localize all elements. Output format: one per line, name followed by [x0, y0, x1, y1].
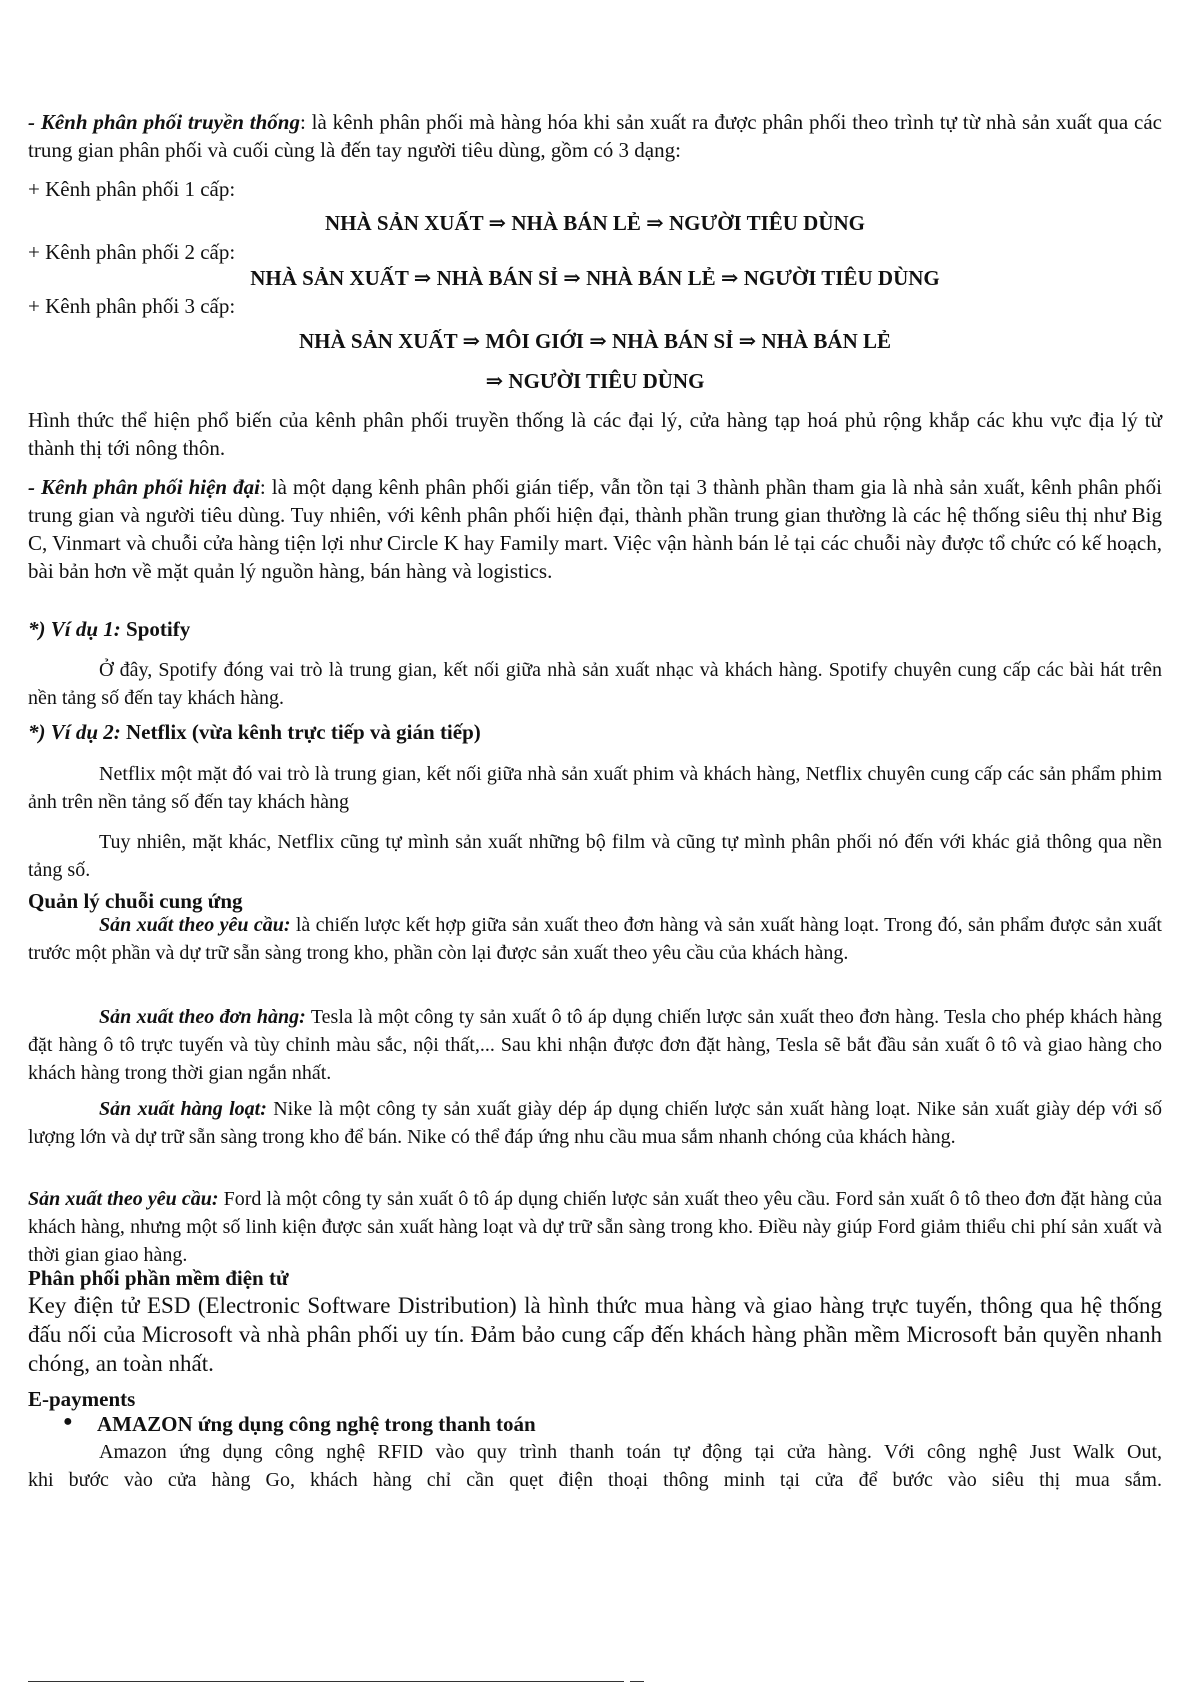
level3-label: + Kênh phân phối 3 cấp:	[28, 294, 236, 318]
chain-level3-line2: ⇒ NGƯỜI TIÊU DÙNG	[485, 369, 705, 393]
chain-level1: NHÀ SẢN XUẤT ⇒ NHÀ BÁN LẺ ⇒ NGƯỜI TIÊU DÙNG	[324, 211, 866, 235]
supply-chain-p3-text: Nike là một công ty sản xuất giày dép áp dụng chiến lược sản xuất hàng loạt. Nike sản xuất giày dép với số lượng lớn và dự trữ sẵn sàng trong kho để bán. Nike có thể đáp ứng nhu cầu mua sắm nhanh chóng của khách hàng.	[28, 1098, 1162, 1148]
supply-chain-p2-text: Tesla là một công ty sản xuất ô tô áp dụng chiến lược sản xuất theo đơn hàng. Tesla cho phép khách hàng đặt hàng ô tô trực tuyến và tùy chỉnh màu sắc, nội thất,... Sau khi nhận được đơn đặt hàng, Tesla sẽ bắt đầu sản xuất ô tô và giao hàng cho khách hàng trong thời gian ngắn nhất.	[28, 1006, 1163, 1084]
epayments-heading: E-payments	[28, 1387, 136, 1411]
supply-chain-p4	[28, 1185, 1162, 1269]
supply-chain-p2	[28, 1003, 1162, 1087]
chain-level2: NHÀ SẢN XUẤT ⇒ NHÀ BÁN SỈ ⇒ NHÀ BÁN LẺ ⇒ NGƯỜI TIÊU DÙNG	[250, 266, 940, 290]
supply-chain-p3-label: Sản xuất hàng loạt:	[99, 1098, 267, 1120]
example2-text2: Tuy nhiên, mặt khác, Netflix cũng tự mình sản xuất những bộ film và cũng tự mình phân phối nó đến với khác giả thông qua nền tảng số.	[28, 831, 1162, 881]
supply-chain-p4-label: Sản xuất theo yêu cầu:	[28, 1188, 219, 1210]
page-content	[28, 0, 1162, 1685]
example2-label: *) Ví dụ 2:	[28, 720, 121, 744]
chain-level3-line1: NHÀ SẢN XUẤT ⇒ MÔI GIỚI ⇒ NHÀ BÁN SỈ ⇒ NHÀ BÁN LẺ	[298, 329, 892, 353]
supply-chain-p2-label: Sản xuất theo đơn hàng:	[99, 1006, 306, 1028]
software-text: Key điện tử ESD (Electronic Software Distribution) là hình thức mua hàng và giao hàng trực tuyến, thông qua hệ thống đấu nối của Microsoft và nhà phân phối uy tín. Đảm bảo cung cấp đến khách hàng phần mềm Microsoft bản quyền nhanh chóng, an toàn nhất.	[28, 1293, 1162, 1376]
epayments-text-line1: Amazon ứng dụng công nghệ RFID vào quy trình thanh toán tự động tại cửa hàng. Với công nghệ Just Walk Out,	[99, 1441, 1162, 1463]
footer-separator-dash	[630, 1681, 644, 1682]
epayments-text-line2: khi bước vào cửa hàng Go, khách hàng chỉ cần quẹt điện thoại thông minh tại cửa để bước vào siêu thị mua sắm.	[28, 1469, 1162, 1491]
example2-heading	[28, 718, 1162, 746]
level2-label: + Kênh phân phối 2 cấp:	[28, 240, 236, 264]
software-heading: Phân phối phần mềm điện tử	[28, 1266, 289, 1290]
traditional-forms-paragraph: Hình thức thể hiện phổ biến của kênh phân phối truyền thống là các đại lý, cửa hàng tạp hoá phủ rộng khắp các khu vực địa lý từ thành thị tới nông thôn.	[28, 408, 1162, 460]
supply-chain-p1-label: Sản xuất theo yêu cầu:	[99, 914, 291, 936]
modern-channel-text: : là một dạng kênh phân phối gián tiếp, vẫn tồn tại 3 thành phần tham gia là nhà sản xuất, kênh phân phối trung gian và người tiêu dùng. Tuy nhiên, với kênh phân phối hiện đại, thành phần trung gian thường là các hệ thống siêu thị như Big C, Vinmart và chuỗi cửa hàng tiện lợi như Circle K hay Family mart. Việc vận hành bán lẻ tại các chuỗi này được tổ chức có kế hoạch, bài bản hơn về mặt quản lý nguồn hàng, bán hàng và logistics.	[28, 475, 1162, 583]
level1-label: + Kênh phân phối 1 cấp:	[28, 177, 236, 201]
supply-chain-p1	[28, 911, 1162, 967]
example2-title: Netflix (vừa kênh trực tiếp và gián tiếp)	[120, 720, 481, 744]
example1-heading	[28, 615, 1162, 643]
footer-separator	[28, 1681, 624, 1682]
bullet-icon: ●	[63, 1413, 73, 1430]
example1-title: Spotify	[120, 617, 191, 641]
traditional-channel-text: : là kênh phân phối mà hàng hóa khi sản xuất ra được phân phối theo trình tự từ nhà sản xuất qua các trung gian phân phối và cuối cùng là đến tay người tiêu dùng, gồm có 3 dạng:	[28, 110, 1162, 162]
epayments-bullet-title: AMAZON ứng dụng công nghệ trong thanh toán	[97, 1412, 536, 1436]
example1-label: *) Ví dụ 1:	[28, 617, 121, 641]
example2-text1: Netflix một mặt đó vai trò là trung gian, kết nối giữa nhà sản xuất phim và khách hàng, Netflix chuyên cung cấp các sản phẩm phim ảnh trên nền tảng số đến tay khách hàng	[28, 763, 1162, 813]
example1-text: Ở đây, Spotify đóng vai trò là trung gian, kết nối giữa nhà sản xuất nhạc và khách hàng. Spotify chuyên cung cấp các bài hát trên nền tảng số đến tay khách hàng.	[28, 659, 1162, 709]
modern-channel-label: - Kênh phân phối hiện đại	[28, 475, 260, 499]
supply-chain-heading: Quản lý chuỗi cung ứng	[28, 889, 243, 913]
supply-chain-p3	[28, 1095, 1162, 1151]
modern-channel-paragraph	[28, 473, 1162, 585]
supply-chain-p1-text: là chiến lược kết hợp giữa sản xuất theo đơn hàng và sản xuất hàng loạt. Trong đó, sản phẩm được sản xuất trước một phần và dự trữ sẵn sàng trong kho, phần còn lại được sản xuất theo yêu cầu của khách hàng.	[28, 914, 1162, 964]
supply-chain-p4-text: Ford là một công ty sản xuất ô tô áp dụng chiến lược sản xuất theo yêu cầu. Ford sản xuất ô tô theo đơn đặt hàng của khách hàng, nhưng một số linh kiện được sản xuất hàng loạt và dự trữ sẵn sàng trong kho. Điều này giúp Ford giảm thiểu chi phí sản xuất và thời gian giao hàng.	[28, 1188, 1162, 1266]
traditional-channel-paragraph	[28, 108, 1162, 164]
traditional-channel-label: - Kênh phân phối truyền thống	[28, 110, 300, 134]
